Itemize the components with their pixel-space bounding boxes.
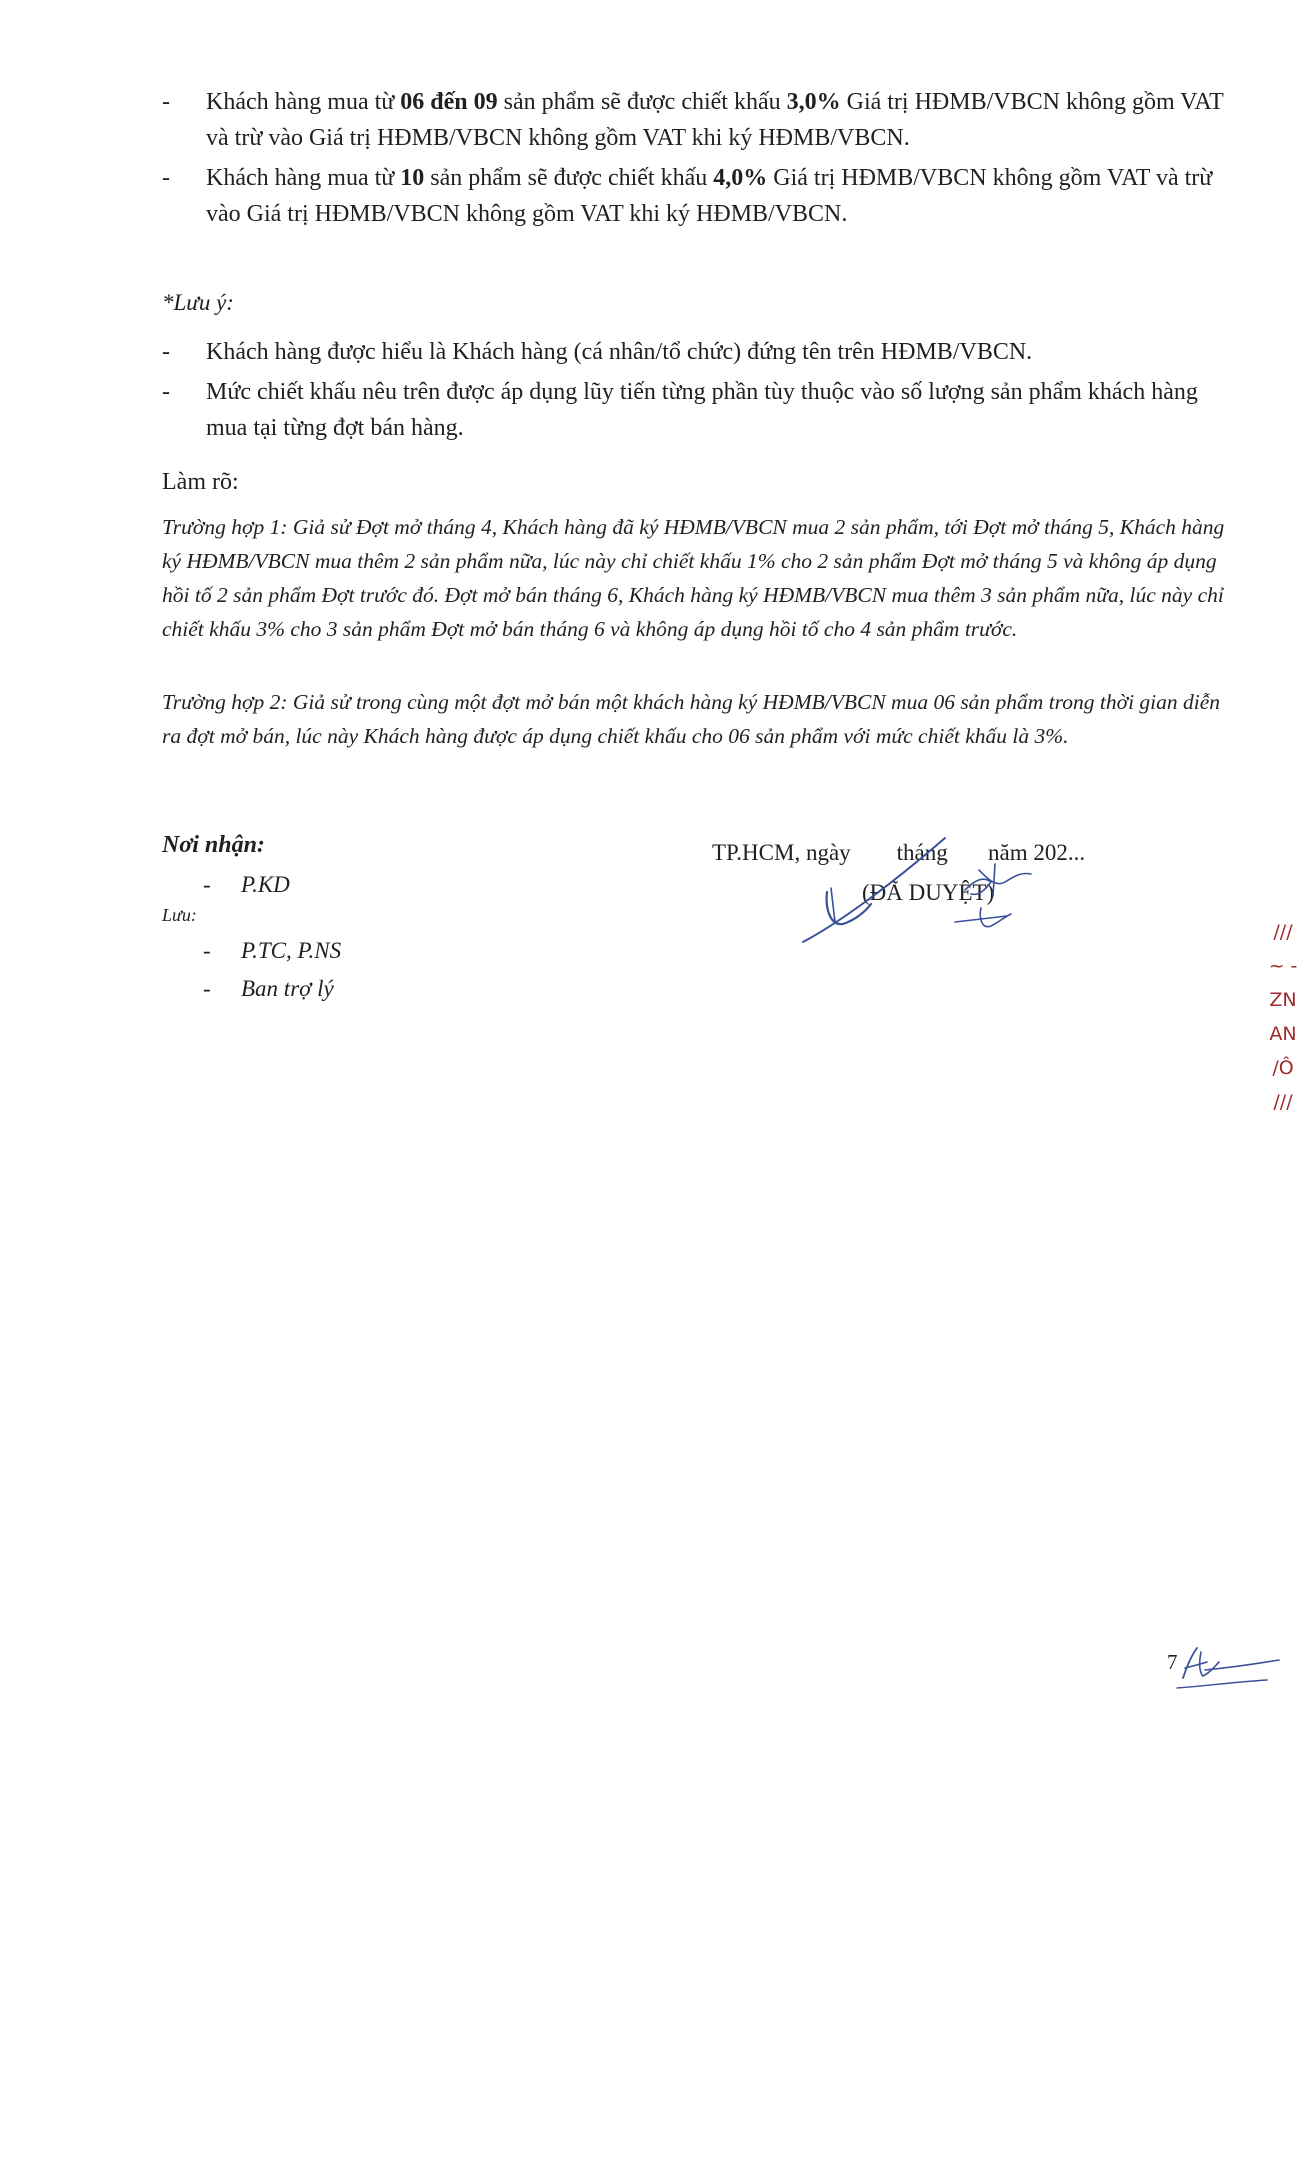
note-item: - Mức chiết khấu nêu trên được áp dụng lũy tiến từng phần tùy thuộc vào số lượng sản phẩm khách hàng mua tại từng đợt bán hàng. [162,374,1237,446]
approval-signature [795,830,1095,960]
case-two-paragraph: Trường hợp 2: Giả sử trong cùng một đợt mở bán một khách hàng ký HĐMB/VBCN mua 06 sản phẩm trong thời gian diễn ra đợt mở bán, lúc này Khách hàng được áp dụng chiết khấu cho 06 sản phẩm với mức chiết khấu là 3%. [162,690,1221,748]
note-heading: *Lưu ý: [162,290,234,315]
archive-item: - Ban trợ lý [203,976,334,1001]
initial-strokes [1177,1648,1279,1688]
date-line: TP.HCM, ngày tháng năm 202... [712,840,1086,865]
clarification-heading: Làm rõ: [162,469,239,495]
archive-item: - P.TC, P.NS [203,938,342,963]
note-item: - Khách hàng được hiểu là Khách hàng (cá nhân/tổ chức) đứng tên trên HĐMB/VBCN. [162,334,1237,370]
discount-item: - Khách hàng mua từ 06 đến 09 sản phẩm sẽ được chiết khấu 3,0% Giá trị HĐMB/VBCN không gồm VAT và trừ vào Giá trị HĐMB/VBCN không gồm VAT khi ký HĐMB/VBCN. [162,84,1237,156]
archive-label: Lưu: [162,905,197,925]
discount-list [162,84,1237,236]
case-one-paragraph: Trường hợp 1: Giả sử Đợt mở tháng 4, Khách hàng đã ký HĐMB/VBCN mua 2 sản phẩm, tới Đợt mở tháng 5, Khách hàng ký HĐMB/VBCN mua thêm 2 sản phẩm nữa, lúc này chỉ chiết khấu 1% cho 2 sản phẩm Đợt mở tháng 5 và không áp dụng hồi tố 2 sản phẩm Đợt trước đó. Đợt mở bán tháng 6, Khách hàng ký HĐMB/VBCN mua thêm 3 sản phẩm nữa, lúc này chỉ chiết khấu 3% cho 3 sản phẩm Đợt mở bán tháng 6 và không áp dụng hồi tố cho 4 sản phẩm trước. [162,515,1225,641]
page-number: 7 [1167,1650,1178,1674]
signature-strokes [803,838,1031,942]
recipient-item: - P.KD [203,872,290,897]
recipients-heading: Nơi nhận: [162,832,265,858]
discount-item: - Khách hàng mua từ 10 sản phẩm sẽ được chiết khấu 4,0% Giá trị HĐMB/VBCN không gồm VAT và trừ vào Giá trị HĐMB/VBCN không gồm VAT khi ký HĐMB/VBCN. [162,160,1237,232]
note-list [162,334,1237,450]
page-initial-signature [1175,1640,1285,1695]
approved-label: (ĐÃ DUYỆT) [862,880,995,905]
stamp-edge: /// ~ - ZN AN /Ô /// [1268,921,1298,1113]
